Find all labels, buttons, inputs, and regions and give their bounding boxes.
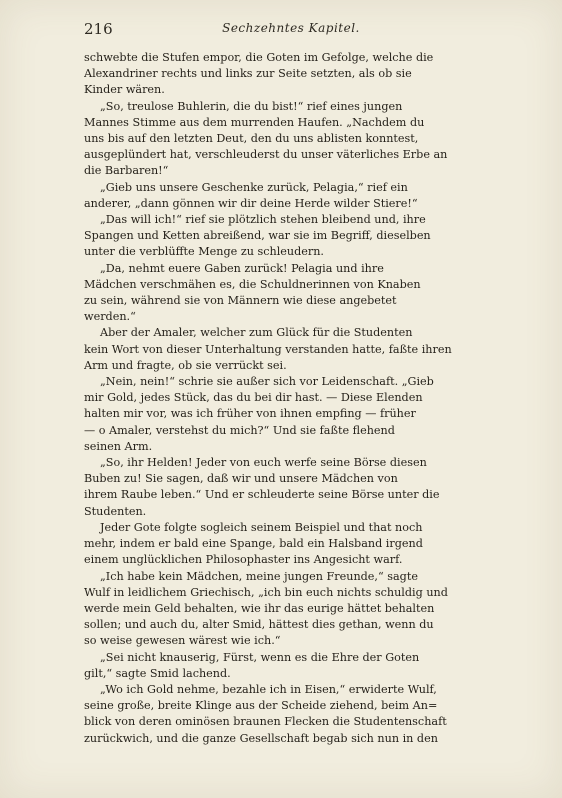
text-line: Wulf in leidlichem Griechisch, „ich bin euch nichts schuldig und [84, 585, 448, 599]
page-number: 216 [84, 20, 113, 38]
page-header [84, 20, 498, 40]
text-line: uns bis auf den letzten Deut, den du uns ablisten konntest, [84, 132, 419, 146]
text-line: ausgeplündert hat, verschleuderst du unser väterliches Erbe an [84, 148, 448, 162]
text-line: „So, ihr Helden! Jeder von euch werfe seine Börse diesen [100, 456, 427, 470]
text-line: so weise gewesen wärest wie ich.“ [84, 634, 281, 648]
text-line: schwebte die Stufen empor, die Goten im Gefolge, welche die [84, 51, 434, 64]
text-line: blick von deren ominösen braunen Flecken die Studentenschaft [84, 715, 447, 729]
text-line: kein Wort von dieser Unterhaltung verstanden hatte, faßte ihren [84, 342, 452, 356]
text-line: die Barbaren!“ [84, 164, 169, 178]
text-line: „Wo ich Gold nehme, bezahle ich in Eisen,“ erwiderte Wulf, [100, 682, 437, 696]
text-line: Mädchen verschmähen es, die Schuldnerinnen von Knaben [84, 277, 421, 291]
text-line: „Gieb uns unsere Geschenke zurück, Pelagia,“ rief ein [100, 180, 408, 194]
text-line: „Das will ich!“ rief sie plötzlich stehen bleibend und, ihre [100, 213, 426, 227]
text-line: sollen; und auch du, alter Smid, hättest dies gethan, wenn du [84, 618, 434, 632]
text-line: Alexandriner rechts und links zur Seite setzten, als ob sie [84, 67, 412, 81]
text-line: mehr, indem er bald eine Spange, bald ein Halsband irgend [84, 537, 423, 551]
body-text [84, 50, 502, 747]
text-line: — o Amaler, verstehst du mich?“ Und sie faßte flehend [84, 423, 395, 437]
text-line: werden.“ [84, 310, 136, 324]
text-line: gilt,“ sagte Smid lachend. [84, 666, 231, 680]
text-line: Spangen und Ketten abreißend, war sie im Begriff, dieselben [84, 229, 431, 243]
text-line: „Sei nicht knauserig, Fürst, wenn es die Ehre der Goten [100, 650, 420, 664]
running-title: Sechzehntes Kapitel. [222, 21, 360, 35]
text-line: „So, treulose Buhlerin, die du bist!“ rief eines jungen [100, 99, 403, 113]
text-line: werde mein Geld behalten, wie ihr das eurige hättet behalten [84, 601, 435, 615]
text-line: Buben zu! Sie sagen, daß wir und unsere Mädchen von [84, 472, 398, 486]
text-line: „Da, nehmt euere Gaben zurück! Pelagia und ihre [100, 261, 384, 275]
text-line: Kinder wären. [84, 83, 165, 97]
text-line: seinen Arm. [84, 439, 153, 453]
text-line: Mannes Stimme aus dem murrenden Haufen. „Nachdem du [84, 115, 425, 129]
text-line: ihrem Raube leben.“ Und er schleuderte seine Börse unter die [84, 488, 440, 502]
text-line: Studenten. [84, 504, 147, 518]
text-line: zurückwich, und die ganze Gesellschaft begab sich nun in den [84, 731, 438, 745]
text-line: „Ich habe kein Mädchen, meine jungen Freunde,“ sagte [100, 569, 418, 583]
text-line: mir Gold, jedes Stück, das du bei dir hast. — Diese Elenden [84, 391, 423, 405]
text-line: „Nein, nein!“ schrie sie außer sich vor Leidenschaft. „Gieb [100, 375, 434, 389]
text-line: seine große, breite Klinge aus der Scheide ziehend, beim An= [84, 699, 438, 713]
text-line: Arm und fragte, ob sie verrückt sei. [84, 358, 287, 372]
text-line: halten mir vor, was ich früher von ihnen empfing — früher [84, 407, 416, 421]
text-line: einem unglücklichen Philosophaster ins Angesicht warf. [84, 553, 403, 567]
text-line: zu sein, während sie von Männern wie diese angebetet [84, 294, 397, 308]
text-line: Aber der Amaler, welcher zum Glück für die Studenten [100, 326, 413, 340]
text-line: Jeder Gote folgte sogleich seinem Beispiel und that noch [100, 520, 423, 534]
text-line: unter die verblüffte Menge zu schleudern. [84, 245, 324, 259]
text-line: anderer, „dann gönnen wir dir deine Herde wilder Stiere!“ [84, 196, 418, 210]
